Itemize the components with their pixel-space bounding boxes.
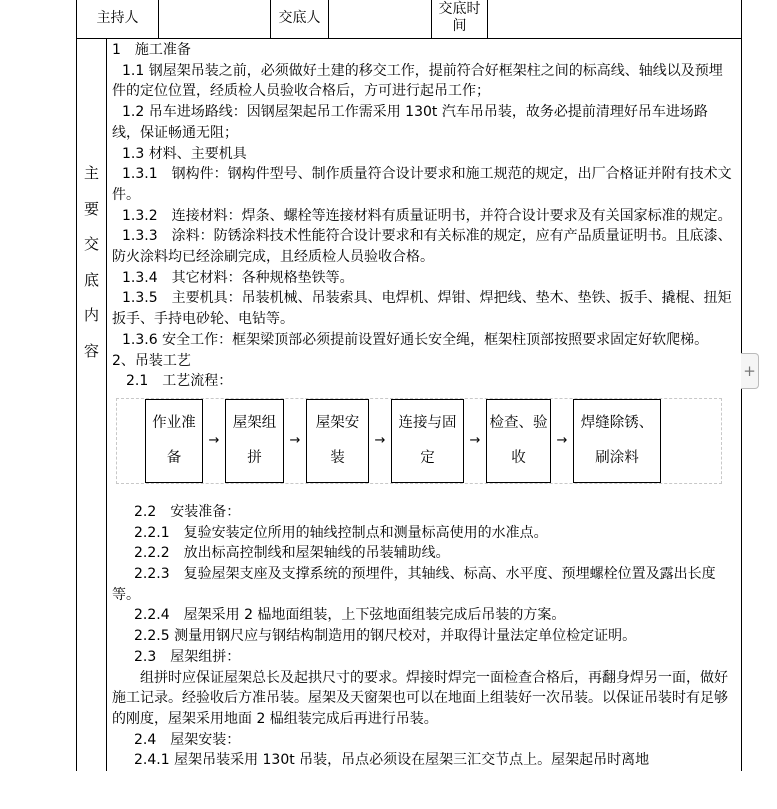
flow-step-line1: 作业准 bbox=[152, 415, 196, 432]
flow-step bbox=[306, 399, 369, 483]
flow-step-line2: 备 bbox=[166, 450, 182, 467]
technical-briefing-table bbox=[76, 0, 742, 771]
main-content-row bbox=[77, 39, 741, 771]
paragraph-2-2: 2.2 安装准备： bbox=[134, 503, 241, 520]
side-label-char: 交 bbox=[83, 235, 99, 253]
flow-step-line1: 屋架组 bbox=[232, 415, 277, 432]
host-label: 主持人 bbox=[77, 0, 159, 38]
section1-title: 1 施工准备 bbox=[112, 42, 191, 58]
expand-tab[interactable] bbox=[741, 353, 759, 389]
paragraph-2-3-body: 组拼时应保证屋架总长及起拱尺寸的要求。焊接时焊完一面检查合格后，再翻身焊另一面，做好施工记录。经验收后方准吊装。屋架及天窗架也可以在地面上组装好一次吊装。以保证吊装时有足够的刚度，屋架采用地面 2 榀组装完成后再进行吊装。 bbox=[112, 669, 728, 727]
paragraph-2-2-4: 2.2.4 屋架采用 2 榀地面组装，上下弦地面组装完成后吊装的方案。 bbox=[134, 607, 566, 624]
paragraph-2-1: 2.1 工艺流程： bbox=[126, 373, 233, 390]
content-cell bbox=[107, 39, 741, 771]
flow-step-line2: 定 bbox=[420, 450, 435, 467]
process-flow bbox=[145, 398, 661, 484]
arrow-icon: → bbox=[374, 432, 386, 448]
briefing-time-value[interactable] bbox=[488, 0, 741, 38]
briefer-label: 交底人 bbox=[271, 0, 329, 38]
paragraph-1-3-4: 1.3.4 其它材料：各种规格垫铁等。 bbox=[122, 269, 354, 286]
flow-step-line1: 连接与固 bbox=[398, 415, 457, 432]
side-label-char: 要 bbox=[83, 199, 99, 218]
flow-step bbox=[391, 399, 464, 483]
side-label-char: 主 bbox=[83, 164, 99, 182]
paragraph-1-3-3: 1.3.3 涂料：防锈涂料技术性能符合设计要求和有关标准的规定，应有产品质量证明书。且底漆、防火涂料均已经涂刷完成，且经质检人员验收合格。 bbox=[112, 228, 732, 266]
flow-step bbox=[573, 399, 661, 483]
arrow-icon: → bbox=[469, 432, 481, 448]
flow-step-line2: 收 bbox=[511, 450, 526, 467]
paragraph-2-4: 2.4 屋架安装： bbox=[134, 731, 241, 748]
process-flow-diagram bbox=[116, 398, 722, 484]
flow-step bbox=[225, 399, 284, 483]
paragraph-1-3-1: 1.3.1 钢构件：钢构件型号、制作质量符合设计要求和施工规范的规定，出厂合格证并附有技术文件。 bbox=[112, 166, 732, 203]
arrow-icon: → bbox=[556, 432, 568, 448]
side-label-char: 容 bbox=[83, 341, 99, 360]
paragraph-2-2-5: 2.2.5 测量用钢尺应与钢结构制造用的钢尺校对，并取得计量法定单位检定证明。 bbox=[134, 628, 637, 645]
host-value[interactable] bbox=[159, 0, 271, 38]
arrow-icon: → bbox=[289, 432, 301, 448]
flow-step-line1: 焊缝除锈、 bbox=[580, 415, 654, 432]
paragraph-1-3-2: 1.3.2 连接材料：焊条、螺栓等连接材料有质量证明书，并符合设计要求及有关国家标准的规定。 bbox=[122, 207, 732, 224]
paragraph-1-3: 1.3 材料、主要机具 bbox=[122, 145, 247, 162]
paragraph-2-4-1: 2.4.1 屋架吊装采用 130t 吊装，吊点必须设在屋架三汇交节点上。屋架起吊时离地 bbox=[134, 752, 650, 769]
header-row bbox=[77, 0, 741, 39]
briefer-value[interactable] bbox=[329, 0, 432, 38]
side-label-char: 内 bbox=[83, 306, 99, 324]
plus-icon: + bbox=[743, 362, 756, 380]
arrow-icon: → bbox=[208, 432, 220, 448]
side-label-char: 底 bbox=[83, 270, 99, 289]
flow-step-line1: 屋架安 bbox=[315, 415, 360, 432]
section2-title: 2、吊装工艺 bbox=[112, 352, 191, 369]
paragraph-1-2: 1.2 吊车进场路线：因钢屋架起吊工作需采用 130t 汽车吊吊装，故务必提前清理好吊车进场路线，保证畅通无阻； bbox=[112, 104, 708, 141]
flow-step-line2: 装 bbox=[330, 450, 345, 467]
paragraph-2-2-1: 2.2.1 复验安装定位所用的轴线控制点和测量标高使用的水准点。 bbox=[134, 524, 548, 541]
briefing-time-label: 交底时间 bbox=[432, 0, 488, 38]
paragraph-1-3-5: 1.3.5 主要机具：吊装机械、吊装索具、电焊机、焊钳、焊把线、垫木、垫铁、扳手、撬棍、扭矩扳手、手持电砂轮、电钻等。 bbox=[112, 290, 732, 328]
flow-step bbox=[486, 399, 551, 483]
paragraph-2-2-3: 2.2.3 复验屋架支座及支撑系统的预埋件，其轴线、标高、水平度、预埋螺栓位置及露出长度等。 bbox=[112, 566, 716, 603]
flow-step-line2: 刷涂料 bbox=[595, 450, 639, 467]
paragraph-1-1: 1.1 钢屋架吊装之前，必须做好土建的移交工作，提前符合好框架柱之间的标高线、轴线以及预埋件的定位位置，经质检人员验收合格后，方可进行起吊工作； bbox=[112, 62, 723, 100]
flow-step bbox=[145, 399, 203, 483]
side-label-main-content bbox=[77, 39, 107, 771]
paragraph-1-3-6: 1.3.6 安全工作：框架梁顶部必须提前设置好通长安全绳，框架柱顶部按照要求固定好软爬梯。 bbox=[122, 331, 709, 348]
paragraph-2-3: 2.3 屋架组拼： bbox=[134, 648, 241, 665]
paragraph-2-2-2: 2.2.2 放出标高控制线和屋架轴线的吊装辅助线。 bbox=[134, 545, 450, 562]
flow-step-line1: 检查、验 bbox=[489, 415, 548, 432]
flow-step-line2: 拼 bbox=[247, 450, 262, 467]
